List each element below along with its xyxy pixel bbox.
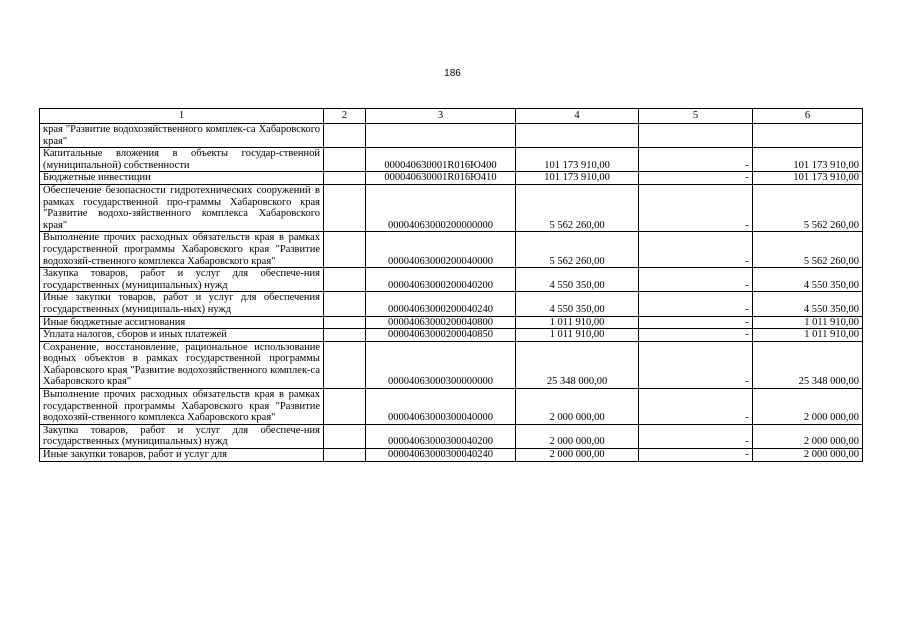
row-empty-cell <box>324 268 366 292</box>
row-amount-cell: 2 000 000,00 <box>516 424 639 448</box>
row-empty-cell <box>324 329 366 342</box>
row-col5-cell: - <box>639 389 753 425</box>
row-code-cell: 00004063000200040240 <box>366 292 516 316</box>
row-name-cell: Выполнение прочих расходных обязательств края в рамках государственной программы Хабаровского края "Развитие водохозяй-ственного комплекса Хабаровского края" <box>40 389 324 425</box>
row-code-cell: 00004063000300000000 <box>366 341 516 388</box>
row-total-cell <box>753 124 863 148</box>
row-empty-cell <box>324 316 366 329</box>
table-row <box>40 389 863 425</box>
header-row <box>40 109 863 124</box>
row-amount-cell: 4 550 350,00 <box>516 292 639 316</box>
row-amount-cell: 4 550 350,00 <box>516 268 639 292</box>
row-code-cell: 00004063000200000000 <box>366 184 516 231</box>
row-empty-cell <box>324 124 366 148</box>
row-total-cell: 4 550 350,00 <box>753 268 863 292</box>
table-body <box>40 124 863 462</box>
row-name-cell: Иные бюджетные ассигнования <box>40 316 324 329</box>
row-code-cell: 00004063000200040850 <box>366 329 516 342</box>
table-row <box>40 232 863 268</box>
row-amount-cell: 5 562 260,00 <box>516 184 639 231</box>
row-total-cell: 101 173 910,00 <box>753 172 863 185</box>
row-name-cell: Иные закупки товаров, работ и услуг для <box>40 449 324 462</box>
row-col5-cell: - <box>639 232 753 268</box>
table-row <box>40 124 863 148</box>
row-name-cell: края "Развитие водохозяйственного комплек-са Хабаровского края" <box>40 124 324 148</box>
table-row <box>40 316 863 329</box>
row-total-cell: 101 173 910,00 <box>753 148 863 172</box>
table-row <box>40 424 863 448</box>
row-name-cell: Обеспечение безопасности гидротехнических сооружений в рамках государственной про-граммы Хабаровского края "Развитие водохо-зяйственного комплекса Хабаровского края" <box>40 184 324 231</box>
table-row <box>40 292 863 316</box>
row-amount-cell: 2 000 000,00 <box>516 389 639 425</box>
row-col5-cell <box>639 124 753 148</box>
row-amount-cell: 2 000 000,00 <box>516 449 639 462</box>
row-total-cell: 4 550 350,00 <box>753 292 863 316</box>
row-code-cell: 00004063000200040000 <box>366 232 516 268</box>
row-name-cell: Закупка товаров, работ и услуг для обеспече-ния государственных (муниципальных) нужд <box>40 268 324 292</box>
row-name-cell: Иные закупки товаров, работ и услуг для обеспечения государственных (муниципаль-ных) нужд <box>40 292 324 316</box>
row-code-cell: 00004063000200040800 <box>366 316 516 329</box>
row-empty-cell <box>324 172 366 185</box>
budget-table <box>39 108 863 462</box>
table-row <box>40 268 863 292</box>
table-row <box>40 329 863 342</box>
table-row <box>40 341 863 388</box>
row-col5-cell: - <box>639 424 753 448</box>
row-amount-cell: 101 173 910,00 <box>516 172 639 185</box>
table-row <box>40 148 863 172</box>
row-name-cell: Бюджетные инвестиции <box>40 172 324 185</box>
row-col5-cell: - <box>639 172 753 185</box>
row-code-cell <box>366 124 516 148</box>
row-empty-cell <box>324 341 366 388</box>
table-row <box>40 172 863 185</box>
column-header: 1 <box>40 109 324 124</box>
row-amount-cell: 101 173 910,00 <box>516 148 639 172</box>
table-row <box>40 184 863 231</box>
column-header: 6 <box>753 109 863 124</box>
row-amount-cell: 5 562 260,00 <box>516 232 639 268</box>
row-col5-cell: - <box>639 148 753 172</box>
row-code-cell: 000040630001R016Ю400 <box>366 148 516 172</box>
row-name-cell: Сохранение, восстановление, рациональное использование водных объектов в рамках государственной программы Хабаровского края "Развитие водохозяйственного комплек-са Хабаровского края" <box>40 341 324 388</box>
row-amount-cell: 1 011 910,00 <box>516 316 639 329</box>
row-empty-cell <box>324 184 366 231</box>
column-header: 3 <box>366 109 516 124</box>
row-total-cell: 2 000 000,00 <box>753 389 863 425</box>
row-name-cell: Выполнение прочих расходных обязательств края в рамках государственной программы Хабаровского края "Развитие водохозяй-ственного комплекса Хабаровского края" <box>40 232 324 268</box>
row-empty-cell <box>324 148 366 172</box>
row-total-cell: 2 000 000,00 <box>753 424 863 448</box>
row-code-cell: 000040630001R016Ю410 <box>366 172 516 185</box>
row-amount-cell: 25 348 000,00 <box>516 341 639 388</box>
row-col5-cell: - <box>639 268 753 292</box>
row-empty-cell <box>324 389 366 425</box>
row-amount-cell: 1 011 910,00 <box>516 329 639 342</box>
row-empty-cell <box>324 424 366 448</box>
row-empty-cell <box>324 292 366 316</box>
table-row <box>40 449 863 462</box>
row-total-cell: 2 000 000,00 <box>753 449 863 462</box>
column-header: 2 <box>324 109 366 124</box>
column-header: 4 <box>516 109 639 124</box>
row-amount-cell <box>516 124 639 148</box>
column-header: 5 <box>639 109 753 124</box>
row-code-cell: 00004063000300040240 <box>366 449 516 462</box>
row-total-cell: 5 562 260,00 <box>753 184 863 231</box>
row-code-cell: 00004063000300040000 <box>366 389 516 425</box>
row-empty-cell <box>324 232 366 268</box>
row-col5-cell: - <box>639 341 753 388</box>
row-col5-cell: - <box>639 292 753 316</box>
row-code-cell: 00004063000300040200 <box>366 424 516 448</box>
row-col5-cell: - <box>639 184 753 231</box>
row-empty-cell <box>324 449 366 462</box>
row-col5-cell: - <box>639 316 753 329</box>
row-name-cell: Уплата налогов, сборов и иных платежей <box>40 329 324 342</box>
row-col5-cell: - <box>639 329 753 342</box>
row-total-cell: 5 562 260,00 <box>753 232 863 268</box>
row-col5-cell: - <box>639 449 753 462</box>
row-name-cell: Капитальные вложения в объекты государ-ственной (муниципальной) собственности <box>40 148 324 172</box>
table-header <box>40 109 863 124</box>
row-name-cell: Закупка товаров, работ и услуг для обеспече-ния государственных (муниципальных) нужд <box>40 424 324 448</box>
page-number: 186 <box>444 68 461 79</box>
row-code-cell: 00004063000200040200 <box>366 268 516 292</box>
row-total-cell: 1 011 910,00 <box>753 316 863 329</box>
row-total-cell: 25 348 000,00 <box>753 341 863 388</box>
row-total-cell: 1 011 910,00 <box>753 329 863 342</box>
